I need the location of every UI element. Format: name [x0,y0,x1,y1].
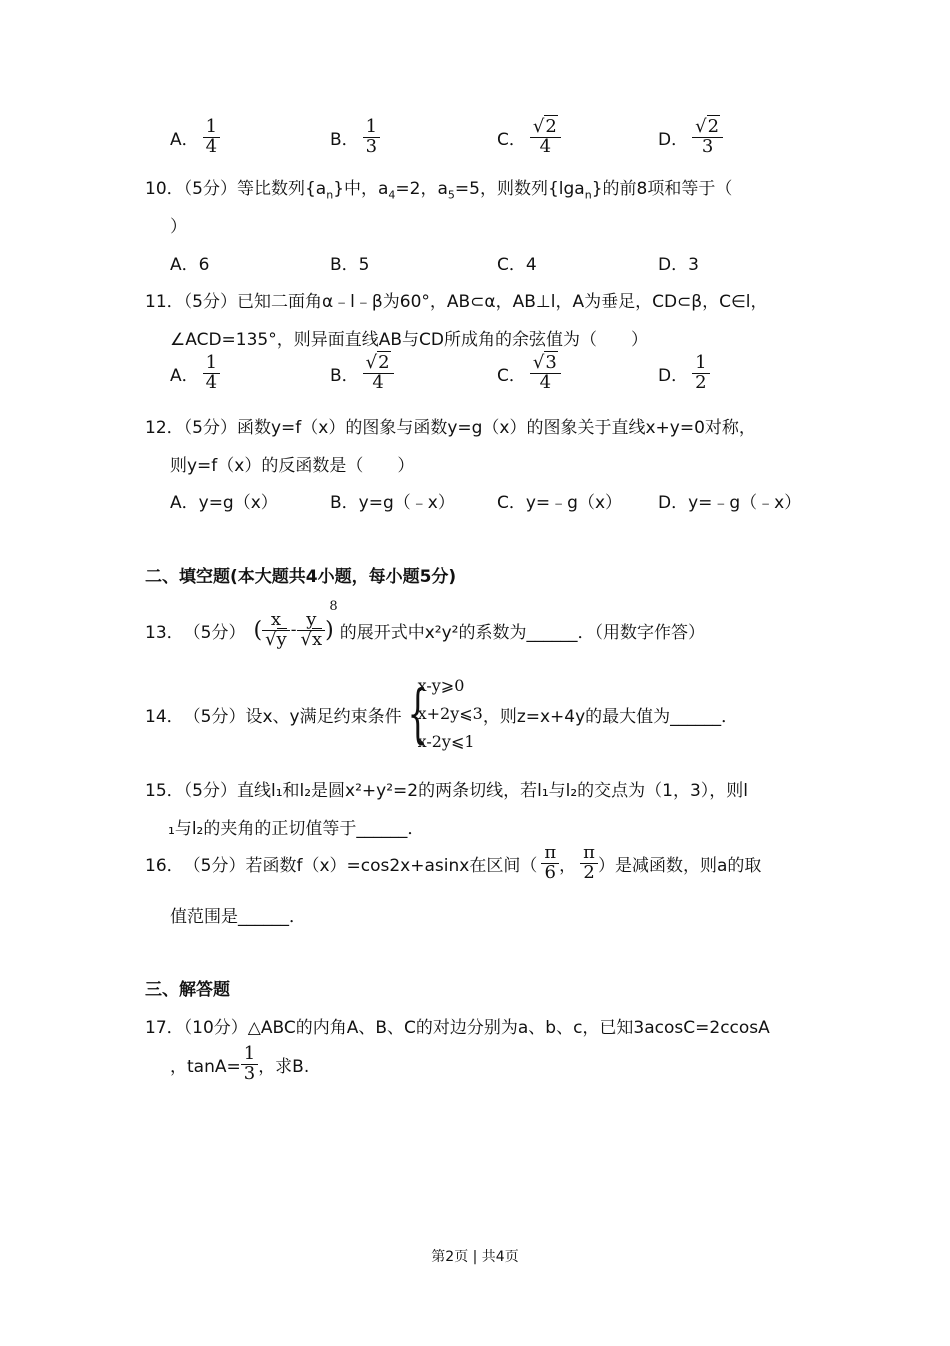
fraction: $\frac{\pi}{2}$ [580,844,598,883]
q9-option-c[interactable]: C． $\frac{√2}{4}$ [497,118,561,157]
q10-stem: 10．（5分）等比数列$\{a_n\}$中，$a_4=2$，$a_5=5$，则数列{lga$_n$}的前8项和等于（ [145,179,733,202]
q13-stem: 13． （5分） ( $\frac{x}{√y}$ - $\frac{y}{√x}$ ) 8 的展开式中x²y²的系数为______．（用数字作答） [145,598,705,650]
fraction: $\frac{\pi}{6}$ [541,844,559,883]
q16-stem-line2: 值范围是______． [170,907,306,927]
q17-stem: 17．（10分）△ABC的内角A、B、C的对边分别为a、b、c，已知3acosC=2ccosA [145,1018,770,1038]
q10-option-a[interactable]: A．6 [170,255,210,275]
constraint-system: { x-y⩾0 x+2y⩽3 x-2y⩽1 [407,676,483,751]
fraction: $\frac{√3}{4}$ [530,354,561,393]
fraction: $\frac{√2}{3}$ [692,118,723,157]
fraction: $\frac{1}{2}$ [692,354,709,393]
fraction: $\frac{1}{4}$ [203,354,220,393]
q11-option-c[interactable]: C． $\frac{√3}{4}$ [497,354,561,393]
q11-stem: 11．（5分）已知二面角α﹣l﹣β为60°，AB⊂α，AB⊥l，A为垂足，CD⊂β，C∈l， [145,292,768,312]
brace-icon: { [407,677,428,751]
q11-option-d[interactable]: D． $\frac{1}{2}$ [658,354,710,393]
binomial-expression: ( $\frac{x}{√y}$ - $\frac{y}{√x}$ ) 8 [253,598,338,650]
sqrt-icon: √3 [532,352,557,373]
q12-option-c[interactable]: C．y=﹣g（x） [497,493,623,513]
q16-stem: 16． （5分） 若函数f（x）=cos2x+asinx在区间（ $\frac{\pi}{6}$ ， $\frac{\pi}{2}$ ）是减函数，则a的取 [145,841,762,883]
q10-option-d[interactable]: D．3 [658,255,699,275]
fraction: $\frac{√2}{4}$ [530,118,561,157]
q12-option-d[interactable]: D．y=﹣g（﹣x） [658,493,802,513]
page-footer: 第2页 | 共4页 [431,1249,519,1265]
q9-option-a[interactable]: A． $\frac{1}{4}$ [170,118,220,157]
q12-option-a[interactable]: A．y=g（x） [170,493,278,513]
q10-stem-line2: ） [170,217,187,237]
section-heading-solutions: 三、解答题 [145,980,230,1000]
q12-stem: 12．（5分）函数y=f（x）的图象与函数y=g（x）的图象关于直线x+y=0对称， [145,418,756,438]
fraction: $\frac{1}{4}$ [203,118,220,157]
q10-option-b[interactable]: B．5 [330,255,370,275]
sqrt-icon: √2 [695,116,720,137]
sqrt-icon: √2 [532,116,557,137]
fraction: $\frac{1}{3}$ [363,118,380,157]
q9-option-d[interactable]: D． $\frac{√2}{3}$ [658,118,723,157]
q12-stem-line2: 则y=f（x）的反函数是（ ） [170,456,415,476]
sqrt-icon: √2 [365,352,390,373]
q11-option-a[interactable]: A． $\frac{1}{4}$ [170,354,220,393]
q9-option-b[interactable]: B． $\frac{1}{3}$ [330,118,380,157]
fraction: $\frac{√2}{4}$ [363,354,394,393]
q17-stem-line2: ，tanA= $\frac{1}{3}$ ，求B. [170,1042,310,1084]
q11-stem-line2: ∠ACD=135°，则异面直线AB与CD所成角的余弦值为（ ） [170,330,648,350]
q12-option-b[interactable]: B．y=g（﹣x） [330,493,455,513]
q10-option-c[interactable]: C．4 [497,255,537,275]
fraction: $\frac{1}{3}$ [241,1045,258,1084]
q14-stem: 14． （5分） 设x、y满足约束条件 { x-y⩾0 x+2y⩽3 x-2y⩽1 ，则z=x+4y的最大值为______． [145,672,738,756]
q11-option-b[interactable]: B． $\frac{√2}{4}$ [330,354,394,393]
section-heading-fill-in: 二、填空题(本大题共4小题，每小题5分) [145,567,457,587]
q15-stem-line2: ₁与l₂的夹角的正切值等于______． [168,819,425,839]
q15-stem: 15．（5分）直线l₁和l₂是圆x²+y²=2的两条切线，若l₁与l₂的交点为（1，3），则l [145,781,749,801]
